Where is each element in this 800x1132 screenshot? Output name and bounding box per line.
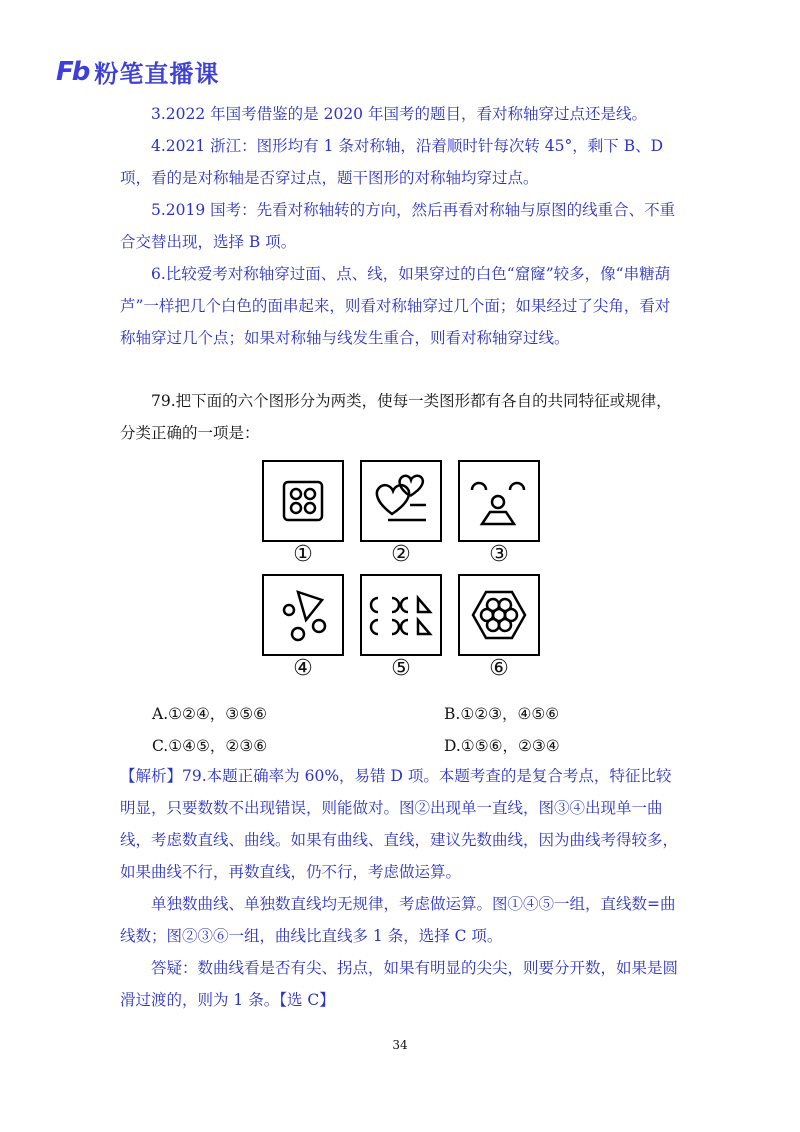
- analysis-tag: 【解析】: [120, 767, 183, 785]
- figure-cell-4: [262, 574, 344, 656]
- note-5: 5.2019 国考：先看对称轴转的方向，然后再看对称轴与原图的线重合、不重合交替出现，选择 B 项。: [120, 201, 676, 251]
- option-c[interactable]: C.①④⑤，②③⑥: [152, 737, 268, 755]
- analysis-text-1: 79.本题正确率为 60%，易错 D 项。本题考查的是复合考点，特征比较明显，只要数数不出现错误，则能做对。图②出现单一直线，图③④出现单一曲线，考虑数直线、曲线。如果有曲线、直线，建议先数曲线，因为曲线考得较多，如果曲线不行，再数直线，仍不行，考虑做运算。: [120, 767, 679, 881]
- figure-6-graphic: [460, 576, 538, 654]
- figure-cell-1: [262, 460, 344, 542]
- note-3: 3.2022 年国考借鉴的是 2020 年国考的题目，看对称轴穿过点还是线。: [151, 105, 647, 123]
- figure-label-1: ①: [293, 542, 313, 567]
- figure-3-graphic: [460, 462, 538, 540]
- note-6: 6.比较爱考对称轴穿过面、点、线，如果穿过的白色“窟窿”较多，像“串糖葫芦”一样把几个白色的面串起来，则看对称轴穿过几个面；如果经过了尖角，看对称轴穿过几个点；如果对称轴与线发生重合，则看对称轴穿过线。: [120, 265, 671, 347]
- answer-tag: 【选 C】: [279, 991, 335, 1009]
- option-d[interactable]: D.①⑤⑥，②③④: [444, 737, 560, 755]
- logo-mark: Fb: [56, 56, 89, 87]
- analysis-text-3: 答疑：数曲线看是否有尖、拐点，如果有明显的尖尖，则要分开数，如果是圆滑过渡的，则为 1 条。: [120, 959, 679, 1009]
- figure-cell-3: [458, 460, 540, 542]
- figure-cell-2: [360, 460, 442, 542]
- question-stem: 79.把下面的六个图形分为两类，使每一类图形都有各自的共同特征或规律，分类正确的一项是：: [120, 392, 672, 442]
- figure-label-4: ④: [293, 656, 313, 681]
- analysis-paragraph-2: 单独数曲线、单独数直线均无规律，考虑做运算。图①④⑤一组，直线数=曲线数；图②③⑥一组，曲线比直线多 1 条，选择 C 项。: [120, 895, 676, 945]
- figure-label-2: ②: [391, 542, 411, 567]
- figure-label-6: ⑥: [489, 656, 509, 681]
- option-a[interactable]: A.①②④，③⑤⑥: [152, 705, 267, 723]
- figure-cell-6: [458, 574, 540, 656]
- figure-2-graphic: [362, 462, 440, 540]
- figure-5-graphic: [362, 576, 440, 654]
- page-number: 34: [392, 1038, 408, 1052]
- brand-logo: [56, 54, 219, 89]
- analysis-paragraph-1: [120, 760, 680, 888]
- figure-label-5: ⑤: [391, 656, 411, 681]
- analysis-paragraph-3: [120, 952, 680, 1016]
- option-b[interactable]: B.①②③，④⑤⑥: [444, 705, 560, 723]
- figure-4-graphic: [264, 576, 342, 654]
- note-4: 4.2021 浙江：图形均有 1 条对称轴，沿着顺时针每次转 45°，剩下 B、D 项，看的是对称轴是否穿过点，题干图形的对称轴均穿过点。: [120, 137, 664, 187]
- figure-label-3: ③: [489, 542, 509, 567]
- brand-name: 粉笔直播课: [94, 60, 220, 88]
- figure-1-graphic: [264, 462, 342, 540]
- figure-cell-5: [360, 574, 442, 656]
